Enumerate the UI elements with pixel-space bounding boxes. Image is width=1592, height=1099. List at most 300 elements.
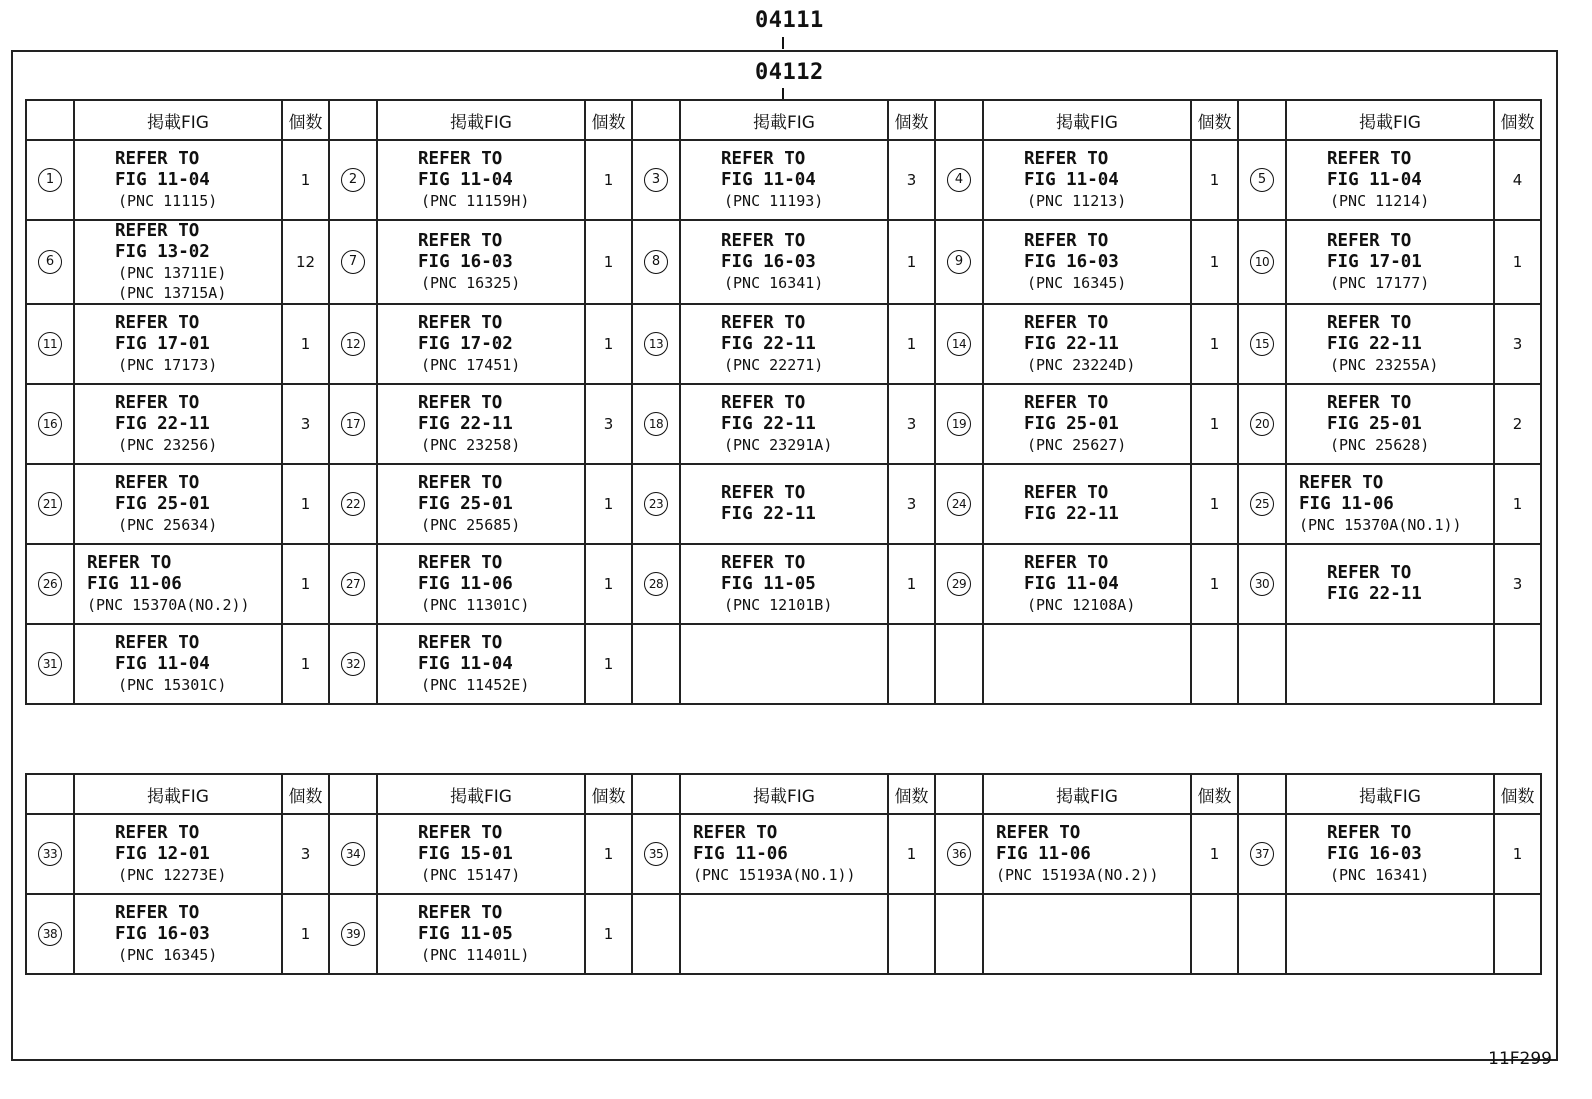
header-qty-cell: 個数 xyxy=(1494,100,1541,140)
item-number-badge: 3 xyxy=(644,168,668,192)
fig-reference-cell xyxy=(74,894,282,974)
fig-number: FIG 16-03 xyxy=(1024,252,1119,272)
fig-reference-cell xyxy=(377,220,585,304)
fig-reference-cell xyxy=(1286,140,1494,220)
item-number-badge: 38 xyxy=(38,922,62,946)
item-number-badge: 24 xyxy=(947,492,971,516)
quantity-cell xyxy=(1494,894,1541,974)
refer-to-label: REFER TO xyxy=(996,823,1081,843)
refer-to-label: REFER TO xyxy=(418,149,503,169)
item-number-badge: 12 xyxy=(341,332,365,356)
header-qty-cell: 個数 xyxy=(1191,100,1238,140)
item-number-badge: 25 xyxy=(1250,492,1274,516)
fig-reference-cell xyxy=(680,304,888,384)
fig-number: FIG 22-11 xyxy=(721,334,816,354)
fig-reference-cell xyxy=(983,384,1191,464)
item-number-cell xyxy=(1238,894,1286,974)
pnc-code: (PNC 25634) xyxy=(118,516,218,534)
refer-to-label: REFER TO xyxy=(115,313,200,333)
header-blank-cell xyxy=(329,774,377,814)
parts-reference-table-1 xyxy=(25,99,1542,705)
refer-to-label: REFER TO xyxy=(115,393,200,413)
quantity-cell: 3 xyxy=(888,384,935,464)
fig-reference-cell xyxy=(983,140,1191,220)
header-qty-cell: 個数 xyxy=(282,100,329,140)
item-number-badge: 18 xyxy=(644,412,668,436)
item-number-badge: 30 xyxy=(1250,572,1274,596)
item-number-cell xyxy=(329,814,377,894)
pnc-code: (PNC 23291A) xyxy=(724,436,833,454)
item-number-badge: 10 xyxy=(1250,250,1274,274)
refer-to-label: REFER TO xyxy=(1024,149,1109,169)
header-fig-cell: 掲載FIG xyxy=(1286,100,1494,140)
item-number-cell xyxy=(1238,624,1286,704)
pnc-code: (PNC 11214) xyxy=(1330,192,1430,210)
refer-to-label: REFER TO xyxy=(115,633,200,653)
item-number-badge: 39 xyxy=(341,922,365,946)
fig-number: FIG 11-04 xyxy=(115,170,210,190)
item-number-cell xyxy=(1238,544,1286,624)
item-number-badge: 33 xyxy=(38,842,62,866)
quantity-cell: 1 xyxy=(888,304,935,384)
quantity-cell xyxy=(888,894,935,974)
item-number-cell xyxy=(1238,384,1286,464)
assembly-code-inner: 04112 xyxy=(755,60,824,85)
refer-to-label: REFER TO xyxy=(721,553,806,573)
item-number-cell xyxy=(26,220,74,304)
fig-reference-cell xyxy=(74,544,282,624)
item-number-cell xyxy=(935,814,983,894)
item-number-badge: 22 xyxy=(341,492,365,516)
header-qty-cell: 個数 xyxy=(888,774,935,814)
fig-reference-cell xyxy=(983,624,1191,704)
refer-to-label: REFER TO xyxy=(418,313,503,333)
item-number-cell xyxy=(26,814,74,894)
fig-reference-cell xyxy=(74,624,282,704)
pnc-code: (PNC 13715A) xyxy=(118,284,227,302)
refer-to-label: REFER TO xyxy=(1327,393,1412,413)
fig-number: FIG 17-02 xyxy=(418,334,513,354)
item-number-cell xyxy=(26,544,74,624)
pnc-code: (PNC 11213) xyxy=(1027,192,1127,210)
quantity-cell: 3 xyxy=(888,140,935,220)
quantity-cell: 1 xyxy=(585,304,632,384)
fig-number: FIG 16-03 xyxy=(1327,844,1422,864)
fig-number: FIG 11-04 xyxy=(1024,574,1119,594)
pnc-code: (PNC 12101B) xyxy=(724,596,833,614)
refer-to-label: REFER TO xyxy=(721,483,806,503)
quantity-cell: 1 xyxy=(1191,464,1238,544)
item-number-cell xyxy=(26,894,74,974)
refer-to-label: REFER TO xyxy=(1327,231,1412,251)
quantity-cell: 1 xyxy=(1191,544,1238,624)
quantity-cell: 1 xyxy=(888,220,935,304)
refer-to-label: REFER TO xyxy=(115,149,200,169)
fig-reference-cell xyxy=(1286,304,1494,384)
parts-reference-table-2 xyxy=(25,773,1542,975)
quantity-cell: 1 xyxy=(1494,814,1541,894)
header-blank-cell xyxy=(632,100,680,140)
item-number-cell xyxy=(1238,814,1286,894)
item-number-cell xyxy=(26,624,74,704)
fig-number: FIG 11-06 xyxy=(87,574,182,594)
fig-number: FIG 11-04 xyxy=(418,654,513,674)
fig-reference-cell xyxy=(74,384,282,464)
fig-reference-cell xyxy=(983,304,1191,384)
header-blank-cell xyxy=(26,774,74,814)
pnc-code: (PNC 16341) xyxy=(1330,866,1430,884)
refer-to-label: REFER TO xyxy=(1024,393,1109,413)
item-number-cell xyxy=(935,464,983,544)
fig-reference-cell xyxy=(680,814,888,894)
quantity-cell: 1 xyxy=(282,140,329,220)
quantity-cell: 1 xyxy=(282,464,329,544)
refer-to-label: REFER TO xyxy=(115,221,200,241)
fig-number: FIG 22-11 xyxy=(721,414,816,434)
quantity-cell: 1 xyxy=(585,220,632,304)
pnc-code: (PNC 13711E) xyxy=(118,264,227,282)
pnc-code: (PNC 25685) xyxy=(421,516,521,534)
item-number-cell xyxy=(935,304,983,384)
fig-number: FIG 22-11 xyxy=(1327,584,1422,604)
pnc-code: (PNC 15370A(NO.2)) xyxy=(87,596,250,614)
item-number-badge: 27 xyxy=(341,572,365,596)
header-blank-cell xyxy=(1238,100,1286,140)
pnc-code: (PNC 25627) xyxy=(1027,436,1127,454)
refer-to-label: REFER TO xyxy=(721,313,806,333)
item-number-cell xyxy=(1238,304,1286,384)
header-fig-cell: 掲載FIG xyxy=(377,774,585,814)
refer-to-label: REFER TO xyxy=(1024,483,1109,503)
quantity-cell: 1 xyxy=(1494,464,1541,544)
header-qty-cell: 個数 xyxy=(585,774,632,814)
fig-number: FIG 11-06 xyxy=(693,844,788,864)
fig-reference-cell xyxy=(983,220,1191,304)
table-row xyxy=(26,304,1541,384)
table-row xyxy=(26,544,1541,624)
fig-reference-cell xyxy=(983,464,1191,544)
quantity-cell: 1 xyxy=(1191,384,1238,464)
quantity-cell: 1 xyxy=(1191,304,1238,384)
pnc-code: (PNC 23258) xyxy=(421,436,521,454)
pnc-code: (PNC 11193) xyxy=(724,192,824,210)
refer-to-label: REFER TO xyxy=(115,823,200,843)
fig-reference-cell xyxy=(377,544,585,624)
item-number-badge: 36 xyxy=(947,842,971,866)
fig-reference-cell xyxy=(983,544,1191,624)
quantity-cell: 1 xyxy=(585,464,632,544)
fig-reference-cell xyxy=(1286,624,1494,704)
item-number-badge: 26 xyxy=(38,572,62,596)
fig-reference-cell xyxy=(74,814,282,894)
callout-leader-outer xyxy=(782,37,784,49)
refer-to-label: REFER TO xyxy=(721,393,806,413)
refer-to-label: REFER TO xyxy=(1327,563,1412,583)
quantity-cell: 3 xyxy=(888,464,935,544)
pnc-code: (PNC 16325) xyxy=(421,274,521,292)
fig-reference-cell xyxy=(1286,544,1494,624)
item-number-cell xyxy=(329,220,377,304)
item-number-badge: 21 xyxy=(38,492,62,516)
header-qty-cell: 個数 xyxy=(1494,774,1541,814)
item-number-badge: 19 xyxy=(947,412,971,436)
quantity-cell: 1 xyxy=(585,894,632,974)
item-number-badge: 20 xyxy=(1250,412,1274,436)
item-number-badge: 14 xyxy=(947,332,971,356)
item-number-badge: 16 xyxy=(38,412,62,436)
pnc-code: (PNC 12273E) xyxy=(118,866,227,884)
item-number-cell xyxy=(632,384,680,464)
fig-reference-cell xyxy=(74,464,282,544)
fig-reference-cell xyxy=(377,304,585,384)
header-blank-cell xyxy=(935,774,983,814)
item-number-badge: 1 xyxy=(38,168,62,192)
quantity-cell: 1 xyxy=(1191,814,1238,894)
item-number-cell xyxy=(632,140,680,220)
header-qty-cell: 個数 xyxy=(1191,774,1238,814)
header-blank-cell xyxy=(1238,774,1286,814)
quantity-cell: 1 xyxy=(888,814,935,894)
fig-number: FIG 16-03 xyxy=(115,924,210,944)
pnc-code: (PNC 11115) xyxy=(118,192,218,210)
pnc-code: (PNC 17173) xyxy=(118,356,218,374)
fig-number: FIG 11-05 xyxy=(721,574,816,594)
table-row xyxy=(26,464,1541,544)
refer-to-label: REFER TO xyxy=(1024,553,1109,573)
quantity-cell: 4 xyxy=(1494,140,1541,220)
refer-to-label: REFER TO xyxy=(1024,231,1109,251)
header-blank-cell xyxy=(632,774,680,814)
fig-number: FIG 22-11 xyxy=(1024,504,1119,524)
refer-to-label: REFER TO xyxy=(1299,473,1384,493)
item-number-cell xyxy=(26,464,74,544)
item-number-badge: 11 xyxy=(38,332,62,356)
item-number-badge: 35 xyxy=(644,842,668,866)
pnc-code: (PNC 16345) xyxy=(118,946,218,964)
fig-number: FIG 11-04 xyxy=(1327,170,1422,190)
item-number-cell xyxy=(935,624,983,704)
table-row xyxy=(26,140,1541,220)
fig-number: FIG 22-11 xyxy=(721,504,816,524)
fig-reference-cell xyxy=(983,894,1191,974)
item-number-cell xyxy=(26,140,74,220)
pnc-code: (PNC 16345) xyxy=(1027,274,1127,292)
item-number-cell xyxy=(632,894,680,974)
item-number-cell xyxy=(935,220,983,304)
fig-number: FIG 16-03 xyxy=(721,252,816,272)
fig-reference-cell xyxy=(680,140,888,220)
quantity-cell: 1 xyxy=(585,624,632,704)
item-number-cell xyxy=(632,814,680,894)
item-number-badge: 8 xyxy=(644,250,668,274)
item-number-cell xyxy=(935,544,983,624)
fig-number: FIG 11-04 xyxy=(115,654,210,674)
quantity-cell: 2 xyxy=(1494,384,1541,464)
item-number-badge: 37 xyxy=(1250,842,1274,866)
header-blank-cell xyxy=(26,100,74,140)
quantity-cell: 1 xyxy=(585,544,632,624)
refer-to-label: REFER TO xyxy=(693,823,778,843)
item-number-cell xyxy=(329,384,377,464)
pnc-code: (PNC 17177) xyxy=(1330,274,1430,292)
item-number-badge: 13 xyxy=(644,332,668,356)
fig-reference-cell xyxy=(74,304,282,384)
refer-to-label: REFER TO xyxy=(1327,823,1412,843)
item-number-cell xyxy=(1238,464,1286,544)
quantity-cell: 3 xyxy=(1494,304,1541,384)
fig-reference-cell xyxy=(377,384,585,464)
header-fig-cell: 掲載FIG xyxy=(74,774,282,814)
item-number-badge: 5 xyxy=(1250,168,1274,192)
fig-number: FIG 11-06 xyxy=(418,574,513,594)
item-number-cell xyxy=(26,304,74,384)
fig-reference-cell xyxy=(74,220,282,304)
fig-reference-cell xyxy=(983,814,1191,894)
fig-number: FIG 25-01 xyxy=(115,494,210,514)
fig-number: FIG 11-06 xyxy=(1299,494,1394,514)
pnc-code: (PNC 11452E) xyxy=(421,676,530,694)
quantity-cell: 3 xyxy=(585,384,632,464)
pnc-code: (PNC 15147) xyxy=(421,866,521,884)
refer-to-label: REFER TO xyxy=(418,633,503,653)
quantity-cell: 1 xyxy=(282,304,329,384)
pnc-code: (PNC 12108A) xyxy=(1027,596,1136,614)
quantity-cell: 1 xyxy=(1191,220,1238,304)
item-number-cell xyxy=(632,304,680,384)
header-blank-cell xyxy=(329,100,377,140)
item-number-badge: 17 xyxy=(341,412,365,436)
fig-reference-cell xyxy=(1286,894,1494,974)
refer-to-label: REFER TO xyxy=(418,393,503,413)
item-number-cell xyxy=(1238,220,1286,304)
quantity-cell: 12 xyxy=(282,220,329,304)
table-row xyxy=(26,894,1541,974)
fig-reference-cell xyxy=(680,464,888,544)
item-number-cell xyxy=(26,384,74,464)
quantity-cell: 1 xyxy=(585,814,632,894)
table-header-row xyxy=(26,774,1541,814)
table-row xyxy=(26,624,1541,704)
pnc-code: (PNC 17451) xyxy=(421,356,521,374)
fig-number: FIG 17-01 xyxy=(115,334,210,354)
item-number-cell xyxy=(329,464,377,544)
fig-number: FIG 15-01 xyxy=(418,844,513,864)
item-number-cell xyxy=(329,894,377,974)
item-number-badge: 28 xyxy=(644,572,668,596)
quantity-cell: 1 xyxy=(888,544,935,624)
fig-reference-cell xyxy=(1286,384,1494,464)
quantity-cell: 3 xyxy=(282,384,329,464)
table-row xyxy=(26,814,1541,894)
fig-reference-cell xyxy=(377,624,585,704)
quantity-cell xyxy=(888,624,935,704)
fig-number: FIG 11-04 xyxy=(721,170,816,190)
item-number-badge: 9 xyxy=(947,250,971,274)
refer-to-label: REFER TO xyxy=(1327,149,1412,169)
item-number-badge: 4 xyxy=(947,168,971,192)
header-fig-cell: 掲載FIG xyxy=(983,774,1191,814)
item-number-cell xyxy=(329,140,377,220)
pnc-code: (PNC 25628) xyxy=(1330,436,1430,454)
pnc-code: (PNC 11301C) xyxy=(421,596,530,614)
refer-to-label: REFER TO xyxy=(721,149,806,169)
quantity-cell: 1 xyxy=(1191,140,1238,220)
quantity-cell: 1 xyxy=(282,544,329,624)
item-number-badge: 7 xyxy=(341,250,365,274)
item-number-cell xyxy=(1238,140,1286,220)
pnc-code: (PNC 16341) xyxy=(724,274,824,292)
quantity-cell xyxy=(1191,894,1238,974)
fig-number: FIG 11-04 xyxy=(1024,170,1119,190)
fig-reference-cell xyxy=(1286,814,1494,894)
fig-number: FIG 25-01 xyxy=(1327,414,1422,434)
quantity-cell: 1 xyxy=(282,894,329,974)
figure-code: 11F299 xyxy=(1488,1049,1552,1069)
refer-to-label: REFER TO xyxy=(87,553,172,573)
item-number-cell xyxy=(935,140,983,220)
item-number-badge: 15 xyxy=(1250,332,1274,356)
fig-reference-cell xyxy=(377,464,585,544)
refer-to-label: REFER TO xyxy=(418,903,503,923)
refer-to-label: REFER TO xyxy=(1024,313,1109,333)
quantity-cell: 1 xyxy=(1494,220,1541,304)
fig-number: FIG 22-11 xyxy=(115,414,210,434)
header-qty-cell: 個数 xyxy=(282,774,329,814)
refer-to-label: REFER TO xyxy=(721,231,806,251)
item-number-cell xyxy=(632,220,680,304)
pnc-code: (PNC 15301C) xyxy=(118,676,227,694)
refer-to-label: REFER TO xyxy=(418,823,503,843)
quantity-cell: 3 xyxy=(1494,544,1541,624)
pnc-code: (PNC 22271) xyxy=(724,356,824,374)
fig-reference-cell xyxy=(74,140,282,220)
fig-reference-cell xyxy=(680,384,888,464)
fig-reference-cell xyxy=(377,894,585,974)
pnc-code: (PNC 11401L) xyxy=(421,946,530,964)
fig-number: FIG 25-01 xyxy=(1024,414,1119,434)
header-fig-cell: 掲載FIG xyxy=(680,100,888,140)
fig-number: FIG 12-01 xyxy=(115,844,210,864)
fig-number: FIG 22-11 xyxy=(418,414,513,434)
fig-number: FIG 13-02 xyxy=(115,242,210,262)
refer-to-label: REFER TO xyxy=(418,231,503,251)
fig-number: FIG 17-01 xyxy=(1327,252,1422,272)
header-fig-cell: 掲載FIG xyxy=(983,100,1191,140)
quantity-cell: 3 xyxy=(282,814,329,894)
item-number-cell xyxy=(329,304,377,384)
item-number-cell xyxy=(632,624,680,704)
fig-reference-cell xyxy=(1286,220,1494,304)
pnc-code: (PNC 11159H) xyxy=(421,192,530,210)
header-blank-cell xyxy=(935,100,983,140)
fig-reference-cell xyxy=(680,220,888,304)
refer-to-label: REFER TO xyxy=(115,903,200,923)
item-number-badge: 29 xyxy=(947,572,971,596)
item-number-cell xyxy=(329,624,377,704)
fig-reference-cell xyxy=(680,894,888,974)
item-number-cell xyxy=(632,464,680,544)
fig-reference-cell xyxy=(680,624,888,704)
header-fig-cell: 掲載FIG xyxy=(680,774,888,814)
refer-to-label: REFER TO xyxy=(418,473,503,493)
fig-reference-cell xyxy=(680,544,888,624)
item-number-badge: 2 xyxy=(341,168,365,192)
pnc-code: (PNC 23255A) xyxy=(1330,356,1439,374)
quantity-cell xyxy=(1494,624,1541,704)
table-row xyxy=(26,384,1541,464)
header-qty-cell: 個数 xyxy=(888,100,935,140)
refer-to-label: REFER TO xyxy=(418,553,503,573)
